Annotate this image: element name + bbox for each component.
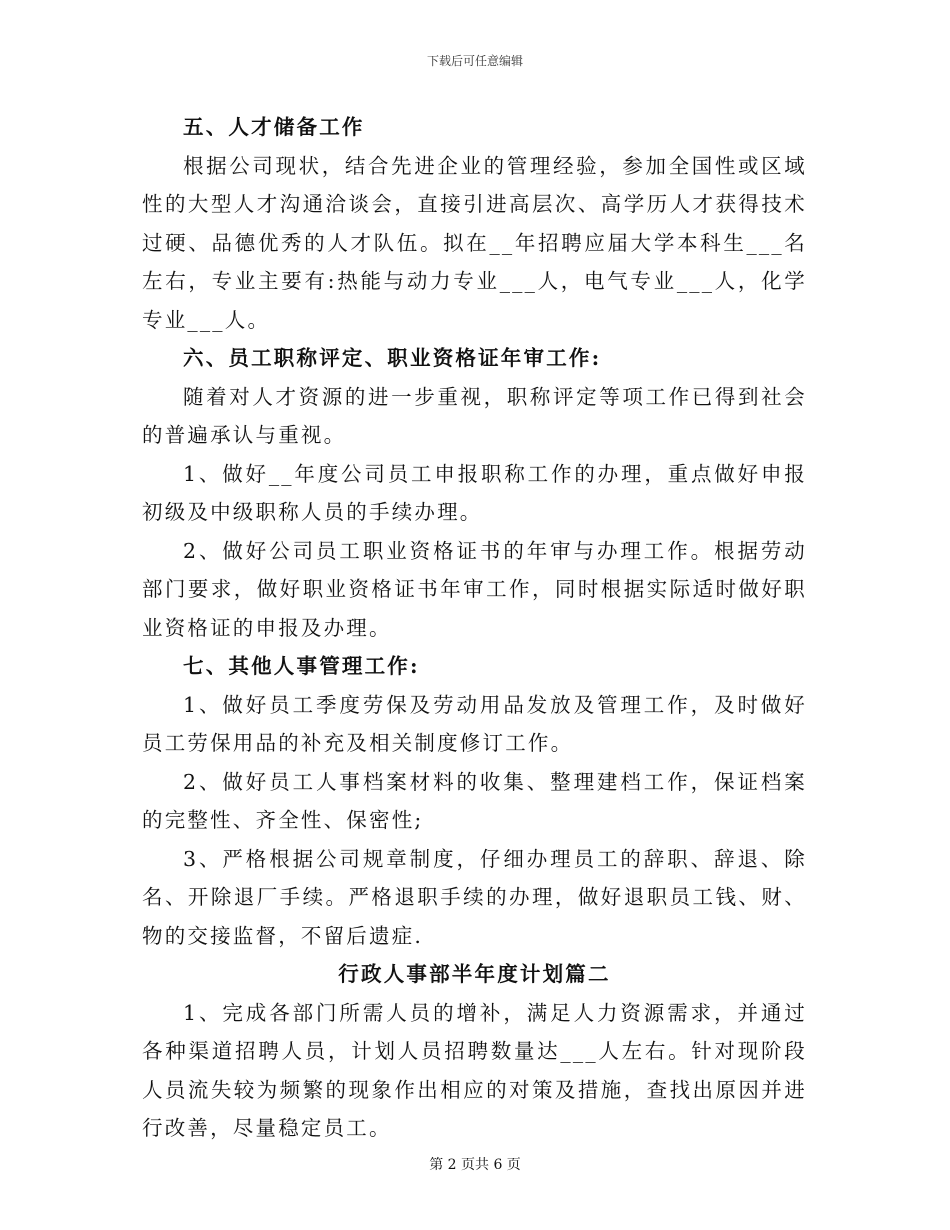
paragraph-other-hr-item-1: 1、做好员工季度劳保及劳动用品发放及管理工作，及时做好员工劳保用品的补充及相关制度修订工作。: [142, 692, 807, 755]
document-subtitle: 行政人事部半年度计划篇二: [338, 962, 611, 986]
section-heading-title-evaluation: 六、员工职称评定、职业资格证年审工作:: [183, 346, 602, 370]
section-heading-other-hr: 七、其他人事管理工作:: [183, 654, 420, 678]
page-number-footer: 第 2 页共 6 页: [429, 1157, 521, 1173]
page-header-note: 下载后可任意编辑: [426, 54, 523, 68]
paragraph-plan-two-item-1: 1、完成各部门所需人员的增补，满足人力资源需求，并通过各种渠道招聘人员，计划人员招聘数量达___人左右。针对现阶段人员流失较为频繁的现象作出相应的对策及措施，查找出原因并进行改善，尽量稳定员工。: [142, 1000, 807, 1140]
paragraph-talent-reserve: 根据公司现状，结合先进企业的管理经验，参加全国性或区域性的大型人才沟通洽谈会，直接引进高层次、高学历人才获得技术过硬、品德优秀的人才队伍。拟在__年招聘应届大学本科生___名左右，专业主要有:热能与动力专业___人，电气专业___人，化学专业___人。: [142, 153, 807, 332]
section-heading-talent-reserve: 五、人才储备工作: [183, 115, 365, 139]
paragraph-title-evaluation-item-1: 1、做好__年度公司员工申报职称工作的办理，重点做好申报初级及中级职称人员的手续办理。: [142, 461, 807, 524]
paragraph-title-evaluation-item-2: 2、做好公司员工职业资格证书的年审与办理工作。根据劳动部门要求，做好职业资格证书年审工作，同时根据实际适时做好职业资格证的申报及办理。: [142, 538, 807, 640]
paragraph-other-hr-item-3: 3、严格根据公司规章制度，仔细办理员工的辞职、辞退、除名、开除退厂手续。严格退职手续的办理，做好退职员工钱、财、物的交接监督，不留后遗症.: [142, 846, 807, 948]
paragraph-title-evaluation-intro: 随着对人才资源的进一步重视，职称评定等项工作已得到社会的普遍承认与重视。: [142, 384, 807, 447]
paragraph-other-hr-item-2: 2、做好员工人事档案材料的收集、整理建档工作，保证档案的完整性、齐全性、保密性;: [142, 769, 807, 832]
document-body: [142, 108, 807, 1148]
